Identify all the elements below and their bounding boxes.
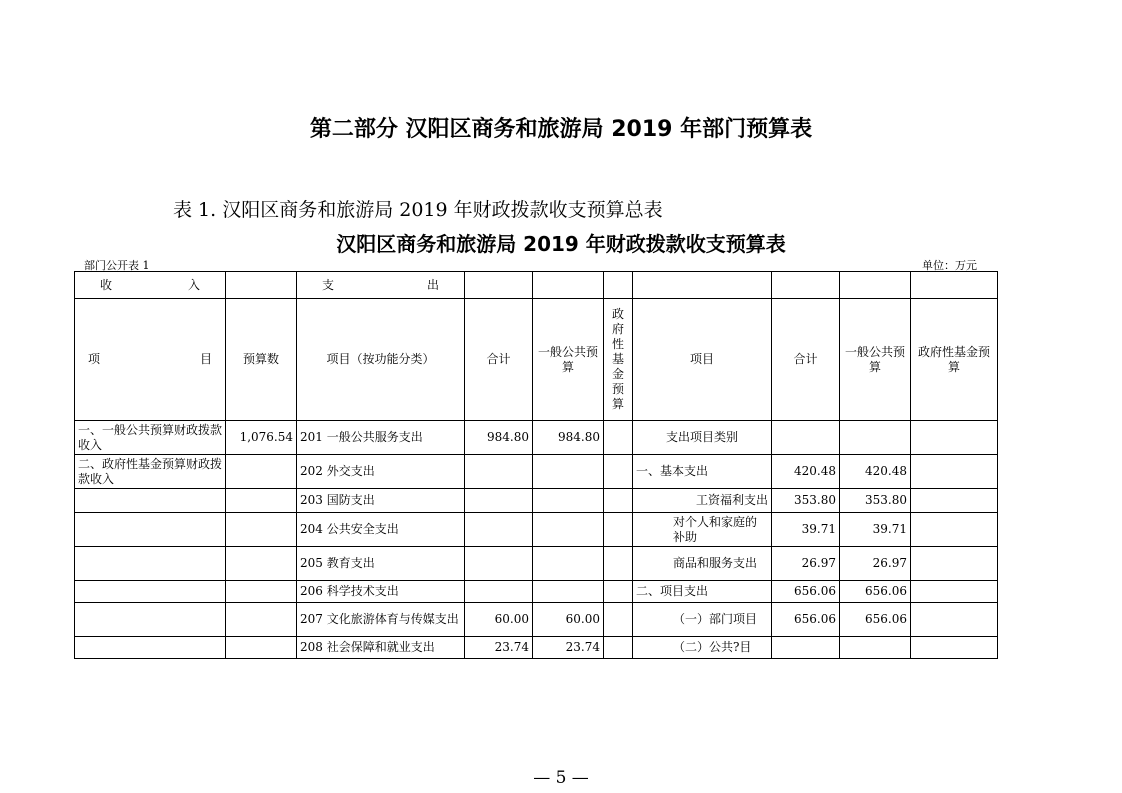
header-total: 合计 bbox=[465, 299, 533, 421]
table-cell bbox=[75, 547, 226, 581]
table-cell: 二、政府性基金预算财政拨款收入 bbox=[75, 455, 226, 489]
table-cell: 26.97 bbox=[772, 547, 840, 581]
table-caption: 表 1. 汉阳区商务和旅游局 2019 年财政拨款收支预算总表 bbox=[173, 199, 663, 221]
table-cell: 201 一般公共服务支出 bbox=[297, 421, 465, 455]
table-cell: 205 教育支出 bbox=[297, 547, 465, 581]
table-cell bbox=[465, 455, 533, 489]
table-cell bbox=[604, 489, 633, 513]
header-income-item: 项 目 bbox=[75, 299, 226, 421]
budget-table bbox=[74, 271, 998, 659]
group-header-row bbox=[75, 272, 998, 299]
table-cell: 420.48 bbox=[772, 455, 840, 489]
table-cell bbox=[772, 421, 840, 455]
table-cell: 二、项目支出 bbox=[633, 581, 772, 603]
table-cell: （一）部门项目 bbox=[633, 603, 772, 637]
table-cell: 353.80 bbox=[840, 489, 911, 513]
table-cell bbox=[75, 489, 226, 513]
table-cell: 1,076.54 bbox=[226, 421, 297, 455]
table-cell bbox=[911, 489, 998, 513]
column-header-row bbox=[75, 299, 998, 421]
table-cell bbox=[465, 513, 533, 547]
table-cell: 656.06 bbox=[772, 581, 840, 603]
table-row bbox=[75, 455, 998, 489]
header-func-item: 项目（按功能分类） bbox=[297, 299, 465, 421]
table-cell bbox=[226, 581, 297, 603]
table-cell bbox=[604, 581, 633, 603]
table-cell: 208 社会保障和就业支出 bbox=[297, 637, 465, 659]
table-cell: 一、一般公共预算财政拨款收入 bbox=[75, 421, 226, 455]
table-cell bbox=[226, 603, 297, 637]
table-cell bbox=[911, 581, 998, 603]
unit-label: 单位：万元 bbox=[922, 259, 977, 272]
table-cell bbox=[604, 513, 633, 547]
table-cell: 420.48 bbox=[840, 455, 911, 489]
expense-group-header: 支 出 bbox=[297, 272, 465, 299]
page-number: — 5 — bbox=[533, 768, 589, 788]
table-cell: 353.80 bbox=[772, 489, 840, 513]
table-cell bbox=[226, 455, 297, 489]
header-general: 一般公共预算 bbox=[533, 299, 604, 421]
header-general2: 一般公共预算 bbox=[840, 299, 911, 421]
table-number: 部门公开表 1 bbox=[84, 259, 150, 272]
table-cell bbox=[911, 421, 998, 455]
header-budget: 预算数 bbox=[226, 299, 297, 421]
table-cell bbox=[226, 547, 297, 581]
table-cell bbox=[604, 637, 633, 659]
table-cell: 一、基本支出 bbox=[633, 455, 772, 489]
table-row bbox=[75, 547, 998, 581]
table-cell: 支出项目类别 bbox=[633, 421, 772, 455]
table-cell bbox=[604, 421, 633, 455]
table-cell: 204 公共安全支出 bbox=[297, 513, 465, 547]
table-cell bbox=[911, 547, 998, 581]
table-cell bbox=[75, 513, 226, 547]
table-row bbox=[75, 513, 998, 547]
table-title: 汉阳区商务和旅游局 2019 年财政拨款收支预算表 bbox=[336, 232, 786, 256]
income-group-header: 收 入 bbox=[75, 272, 226, 299]
table-cell: 商品和服务支出 bbox=[633, 547, 772, 581]
table-cell bbox=[911, 513, 998, 547]
table-cell bbox=[604, 547, 633, 581]
table-cell bbox=[911, 637, 998, 659]
table-cell bbox=[465, 547, 533, 581]
table-row bbox=[75, 489, 998, 513]
page-title: 第二部分 汉阳区商务和旅游局 2019 年部门预算表 bbox=[309, 117, 813, 142]
table-cell bbox=[75, 637, 226, 659]
table-cell: 39.71 bbox=[840, 513, 911, 547]
table-cell bbox=[465, 489, 533, 513]
table-cell: 984.80 bbox=[533, 421, 604, 455]
table-row bbox=[75, 603, 998, 637]
table-cell bbox=[533, 513, 604, 547]
table-cell: 202 外交支出 bbox=[297, 455, 465, 489]
table-cell: 207 文化旅游体育与传媒支出 bbox=[297, 603, 465, 637]
table-row bbox=[75, 581, 998, 603]
table-cell bbox=[840, 421, 911, 455]
table-cell bbox=[226, 513, 297, 547]
table-cell: 60.00 bbox=[533, 603, 604, 637]
table-cell bbox=[226, 489, 297, 513]
table-cell bbox=[533, 489, 604, 513]
table-cell: 60.00 bbox=[465, 603, 533, 637]
table-cell: 23.74 bbox=[533, 637, 604, 659]
header-econ-item: 项目 bbox=[633, 299, 772, 421]
table-cell bbox=[533, 581, 604, 603]
table-cell: 656.06 bbox=[840, 603, 911, 637]
table-row bbox=[75, 637, 998, 659]
table-cell bbox=[75, 603, 226, 637]
table-cell: 对个人和家庭的补助 bbox=[633, 513, 772, 547]
table-cell: 984.80 bbox=[465, 421, 533, 455]
table-cell bbox=[911, 455, 998, 489]
table-cell bbox=[465, 581, 533, 603]
table-cell: 206 科学技术支出 bbox=[297, 581, 465, 603]
table-cell: 656.06 bbox=[840, 581, 911, 603]
table-cell: 26.97 bbox=[840, 547, 911, 581]
table-cell bbox=[604, 603, 633, 637]
table-cell bbox=[772, 637, 840, 659]
table-cell bbox=[604, 455, 633, 489]
header-gov-fund: 政府性基金预算 bbox=[604, 299, 633, 421]
table-row bbox=[75, 421, 998, 455]
table-cell: （二）公共?目 bbox=[633, 637, 772, 659]
table-cell: 工资福利支出 bbox=[633, 489, 772, 513]
table-cell bbox=[911, 603, 998, 637]
header-total2: 合计 bbox=[772, 299, 840, 421]
header-gov-fund2: 政府性基金预算 bbox=[911, 299, 998, 421]
table-cell bbox=[533, 547, 604, 581]
table-cell bbox=[75, 581, 226, 603]
table-cell bbox=[226, 637, 297, 659]
table-cell bbox=[840, 637, 911, 659]
table-cell: 656.06 bbox=[772, 603, 840, 637]
table-cell: 23.74 bbox=[465, 637, 533, 659]
table-cell bbox=[533, 455, 604, 489]
table-cell: 203 国防支出 bbox=[297, 489, 465, 513]
table-cell: 39.71 bbox=[772, 513, 840, 547]
